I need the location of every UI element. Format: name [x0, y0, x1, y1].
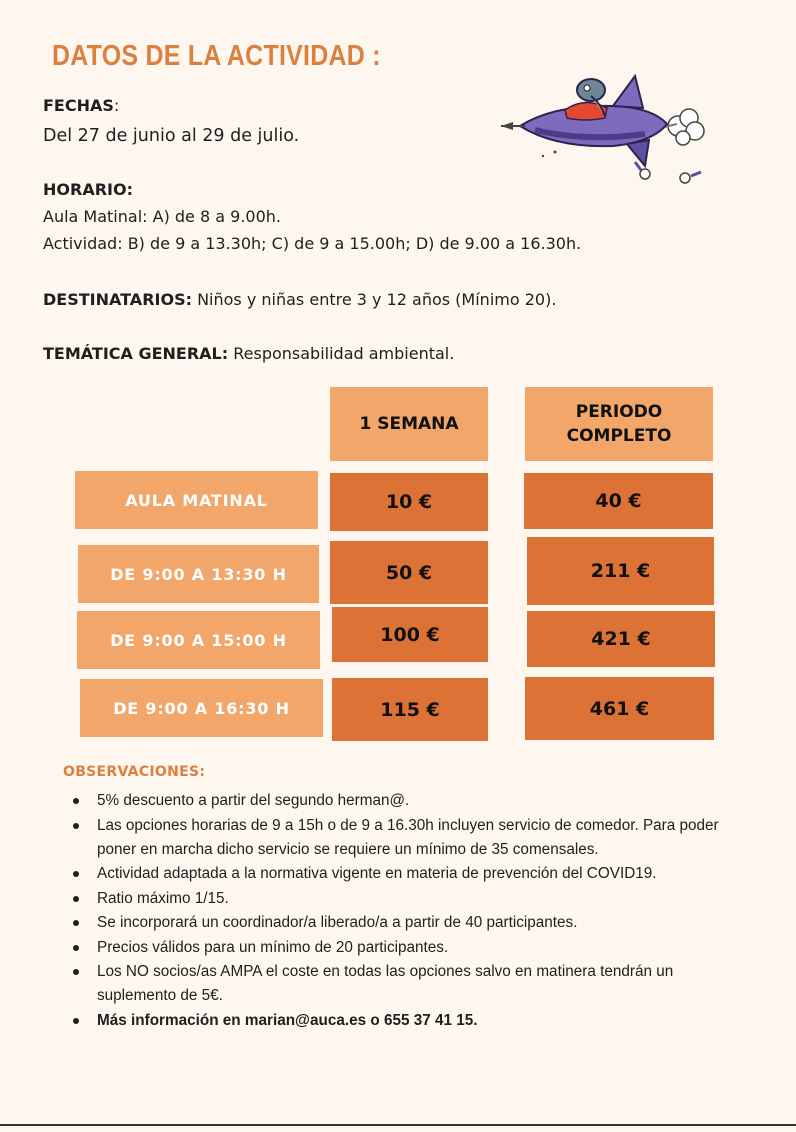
- observaciones-list: [66, 789, 746, 1033]
- destinatarios-label: DESTINATARIOS:: [43, 290, 192, 309]
- row-label-9-1330: DE 9:00 A 13:30 H: [78, 545, 319, 603]
- fechas-line: [43, 94, 119, 118]
- row-label-aula-matinal: AULA MATINAL: [75, 471, 318, 529]
- price-9-1630-completo: 461 €: [525, 677, 714, 740]
- row-label-9-1500: DE 9:00 A 15:00 H: [77, 611, 320, 669]
- cartoon-rocket-icon: [495, 66, 725, 196]
- fechas-sep: :: [113, 96, 120, 115]
- price-9-1500-semana: 100 €: [332, 607, 488, 662]
- fechas-label: FECHAS: [43, 96, 114, 115]
- destinatarios-line: [43, 288, 556, 312]
- bottom-divider: [0, 1124, 796, 1126]
- price-aula-matinal-completo: 40 €: [524, 473, 713, 529]
- destinatarios-value: Niños y niñas entre 3 y 12 años (Mínimo 20).: [191, 290, 557, 309]
- tematica-line: [43, 342, 454, 366]
- header-1-semana: 1 SEMANA: [330, 387, 488, 461]
- price-9-1630-semana: 115 €: [332, 678, 488, 741]
- header-periodo-completo: PERIODO COMPLETO: [525, 387, 713, 461]
- list-item: 5% descuento a partir del segundo herman@.: [66, 789, 746, 813]
- tematica-value: Responsabilidad ambiental.: [228, 344, 455, 363]
- fechas-value: Del 27 de junio al 29 de julio.: [43, 126, 300, 146]
- list-item: Actividad adaptada a la normativa vigente en materia de prevención del COVID19.: [66, 862, 746, 886]
- contact-info: Más información en marian@auca.es o 655 37 41 15.: [66, 1009, 746, 1033]
- price-9-1330-semana: 50 €: [330, 541, 488, 604]
- list-item: Ratio máximo 1/15.: [66, 887, 746, 911]
- horario-line-2: Actividad: B) de 9 a 13.30h; C) de 9 a 15.00h; D) de 9.00 a 16.30h.: [43, 234, 582, 253]
- list-item: Se incorporará un coordinador/a liberado/a a partir de 40 participantes.: [66, 911, 746, 935]
- price-9-1500-completo: 421 €: [527, 611, 715, 667]
- list-item: Los NO socios/as AMPA el coste en todas las opciones salvo en matinera tendrán un suplemento de 5€.: [66, 960, 746, 1008]
- price-9-1330-completo: 211 €: [527, 537, 714, 605]
- horario-line-1: Aula Matinal: A) de 8 a 9.00h.: [43, 207, 281, 226]
- observaciones-title: OBSERVACIONES:: [63, 764, 206, 780]
- tematica-label: TEMÁTICA GENERAL:: [43, 344, 229, 363]
- list-item: Precios válidos para un mínimo de 20 participantes.: [66, 936, 746, 960]
- page-title: DATOS DE LA ACTIVIDAD :: [52, 40, 381, 72]
- row-label-9-1630: DE 9:00 A 16:30 H: [80, 679, 323, 737]
- price-aula-matinal-semana: 10 €: [330, 473, 488, 531]
- horario-label: HORARIO:: [43, 180, 133, 199]
- list-item: Las opciones horarias de 9 a 15h o de 9 a 16.30h incluyen servicio de comedor. Para poder poner en marcha dicho servicio se requiere un mínimo de 35 comensales.: [66, 814, 746, 862]
